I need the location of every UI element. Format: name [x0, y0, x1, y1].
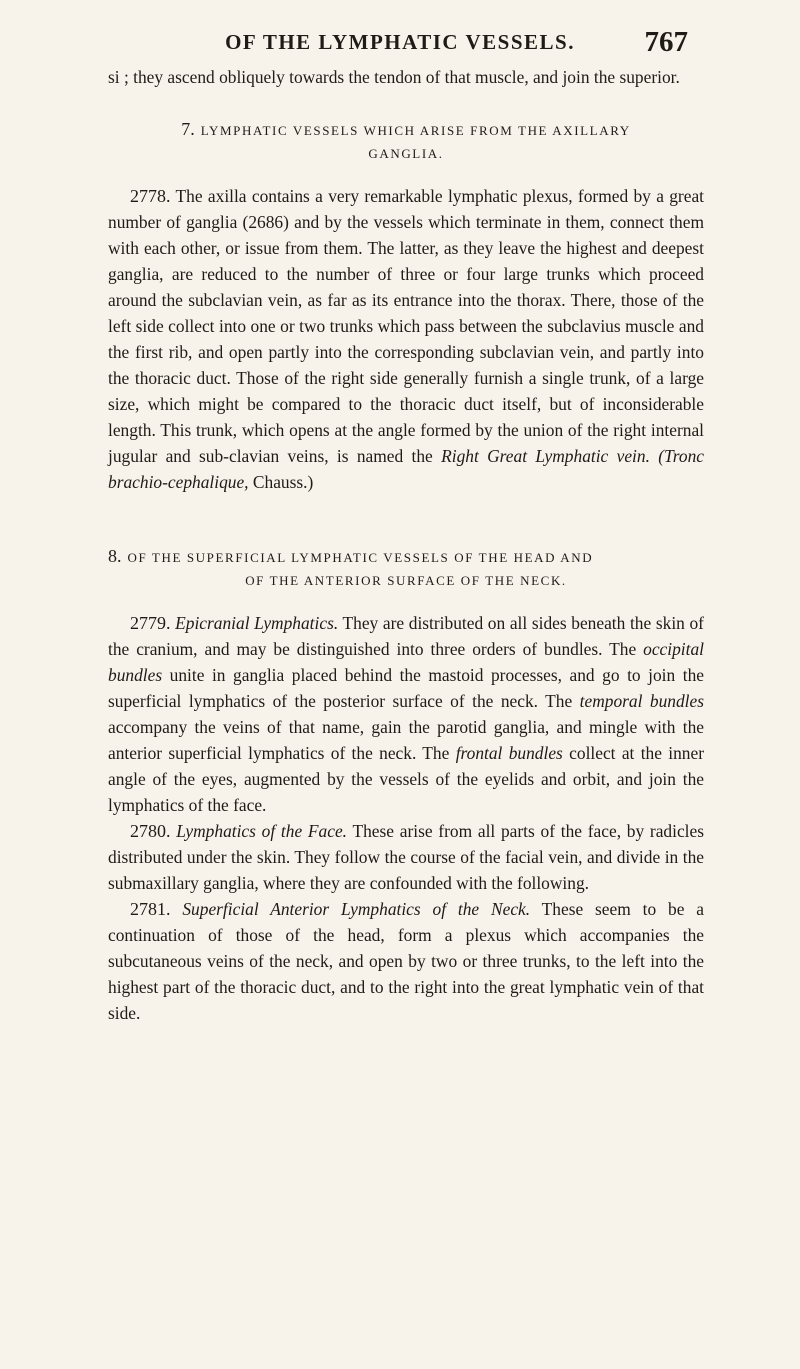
section-heading-8 [108, 545, 704, 592]
section-title-line2: GANGLIA. [368, 146, 444, 161]
paragraph-text: They are distributed on all sides beneath the skin of the cranium, and may be distinguished into three orders of bundles. The [108, 613, 704, 659]
section-title-line2: OF THE ANTERIOR SURFACE OF THE NECK. [245, 573, 567, 588]
paragraph-2780 [108, 818, 704, 896]
section-title-line1: LYMPHATIC VESSELS WHICH ARISE FROM THE AXILLARY [200, 123, 631, 138]
intro-paragraph: si ; they ascend obliquely towards the tendon of that muscle, and join the superior. [108, 67, 680, 87]
paragraph-2781 [108, 896, 704, 1026]
paragraph-number: 2780. [130, 821, 171, 841]
paragraph-text: These seem to be a continuation of those of the head, form a plexus which accompanies the subcutaneous veins of the neck, and open by two or three trunks, to the left into the highest part of the thoracic duct, and to the right into the great lymphatic vein of that side. [108, 899, 704, 1023]
paragraph-number: 2778. [130, 186, 171, 206]
page-header [0, 26, 800, 66]
paragraph-text: The axilla contains a very remarkable lymphatic plexus, formed by a great number of ganglia (2686) and by the vessels which terminate in them, connect them with each other, or issue from them. The latter, as they leave the highest and deepest ganglia, are reduced to the number of three or four large trunks which proceed around the subclavian vein, as far as its entrance into the thorax. There, those of the left side collect into one or two trunks which pass between the subclavius muscle and the first rib, and open partly into the corresponding subclavian vein, and partly into the thoracic duct. Those of the right side generally furnish a single trunk, of a large size, which might be compared to the thoracic duct itself, but of inconsiderable length. This trunk, which opens at the angle formed by the union of the right internal jugular and sub-clavian veins, is named the [108, 186, 704, 466]
paragraph-number: 2781. [130, 899, 171, 919]
section-number: 7. [181, 119, 195, 139]
italic-term: occipital bundles [108, 639, 704, 685]
paragraph-text: Chauss.) [252, 472, 314, 492]
section-title-line1: OF THE SUPERFICIAL LYMPHATIC VESSELS OF THE HEAD AND [127, 550, 594, 565]
italic-term: frontal bundles [455, 743, 563, 763]
italic-term: (Tronc brachio-cephalique, [108, 446, 705, 492]
italic-term: Right Great Lymphatic vein. [441, 446, 650, 466]
body-text [108, 64, 704, 1026]
paragraph-2778 [108, 183, 704, 495]
paragraph-title: Superficial Anterior Lymphatics of the Neck. [182, 899, 531, 919]
paragraph-2779 [108, 610, 704, 818]
paragraph-text: unite in ganglia placed behind the mastoid processes, and go to join the superficial lymphatics of the posterior surface of the neck. The [108, 665, 704, 711]
paragraph-text: accompany the veins of that name, gain the parotid ganglia, and mingle with the anterior superficial lymphatics of the neck. The [108, 717, 704, 763]
paragraph-text: collect at the inner angle of the eyes, augmented by the vessels of the eyelids and orbit, and join the lymphatics of the face. [108, 743, 705, 815]
paragraph-title: Epicranial Lymphatics. [175, 613, 339, 633]
paragraph-text: These arise from all parts of the face, by radicles distributed under the skin. They follow the course of the facial vein, and divide in the submaxillary ganglia, where they are confounded with the following. [108, 821, 704, 893]
running-title: OF THE LYMPHATIC VESSELS. [225, 30, 575, 54]
italic-term: temporal bundles [579, 691, 705, 711]
paragraph-title: Lymphatics of the Face. [176, 821, 348, 841]
paragraph-number: 2779. [130, 613, 171, 633]
section-heading-7 [108, 118, 704, 165]
section-number: 8. [108, 546, 122, 566]
page-number: 767 [644, 26, 688, 58]
